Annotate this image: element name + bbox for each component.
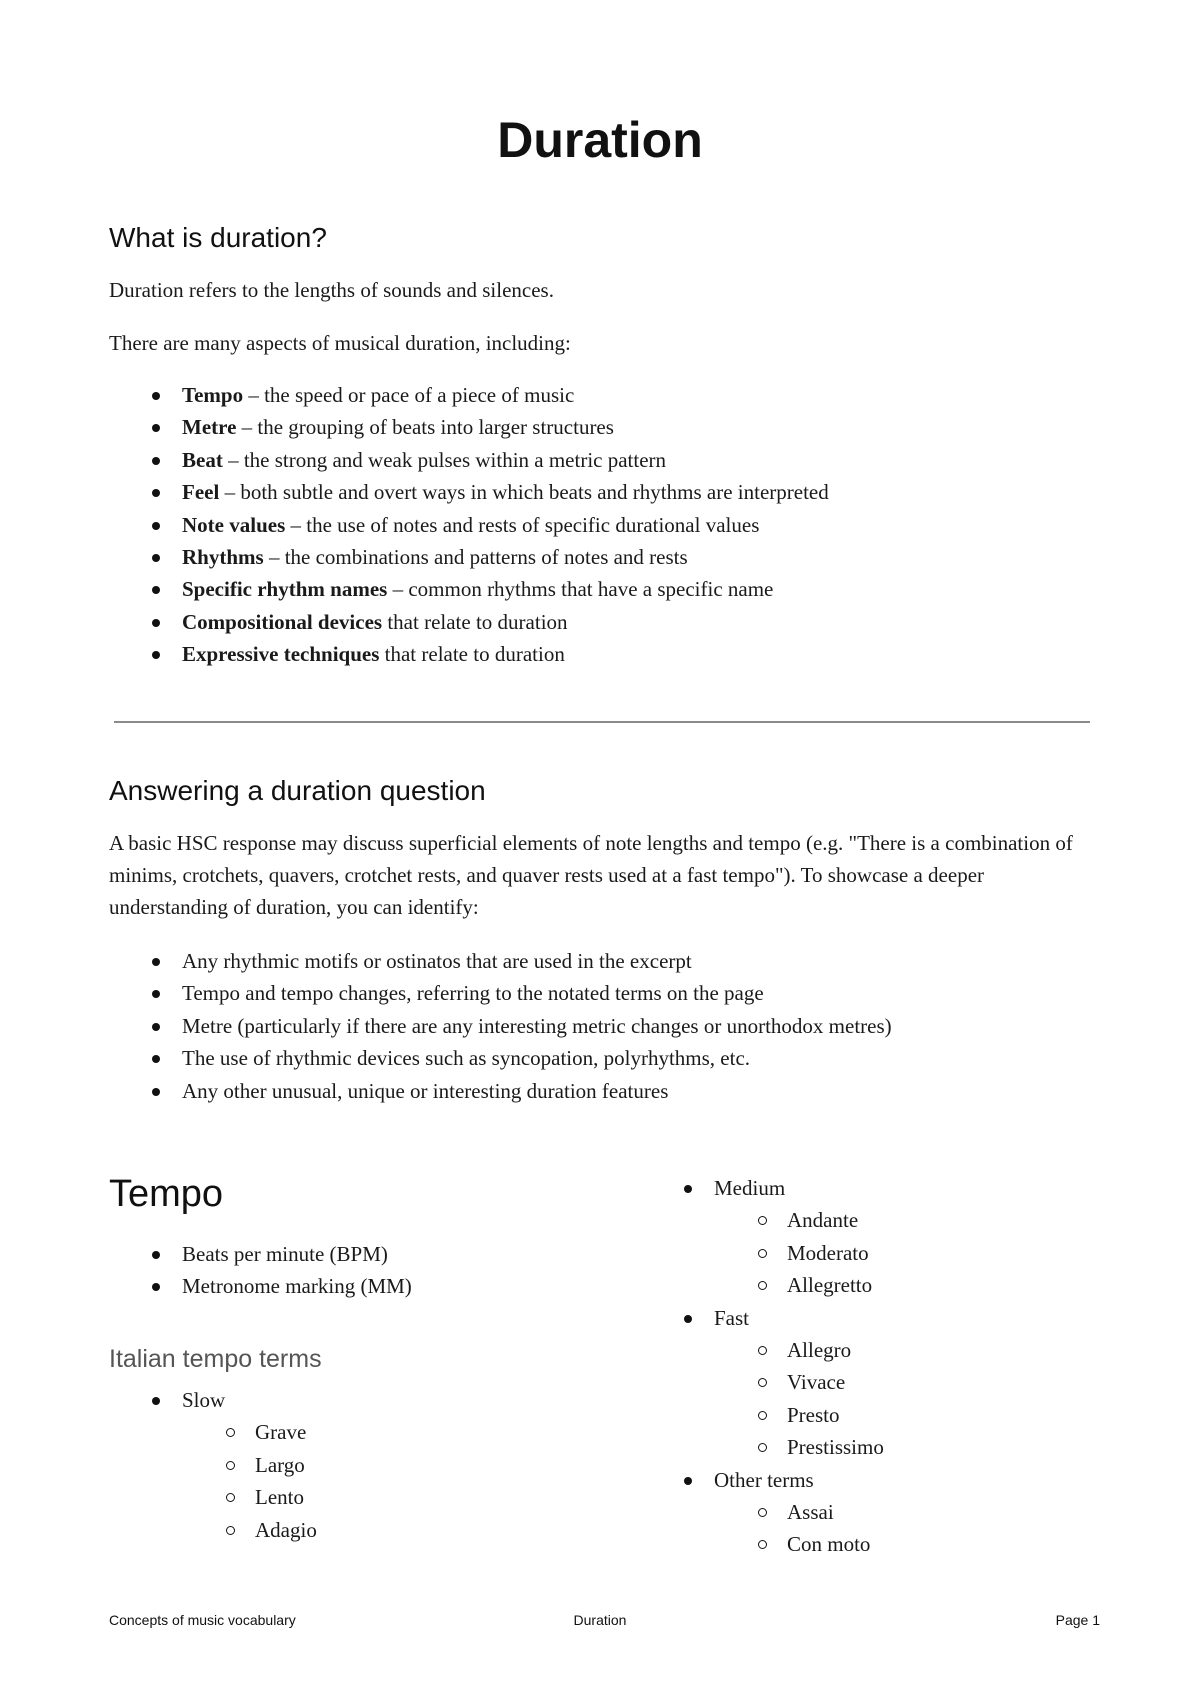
list-item-other (641, 1464, 884, 1561)
medium-sublist (714, 1204, 884, 1301)
sublist-item: Allegretto (714, 1269, 884, 1301)
sublist-item: Andante (714, 1204, 884, 1236)
fast-sublist (714, 1334, 884, 1464)
list-item-medium (641, 1172, 884, 1302)
list-item-desc: that relate to duration (379, 642, 565, 667)
footer-left: Concepts of music vocabulary (109, 1612, 296, 1628)
list-item (109, 509, 829, 541)
list-item: Metre (particularly if there are any interesting metric changes or unorthodox metres) (109, 1010, 892, 1042)
sublist-item: Allegro (714, 1334, 884, 1366)
list-item (109, 476, 829, 508)
list-item-desc: – the strong and weak pulses within a metric pattern (222, 447, 667, 472)
paragraph-answering: A basic HSC response may discuss superficial elements of note lengths and tempo (e.g. "There is a combination of minims, crotchets, quavers, crotchet rests, and quaver rests used at a fast tempo"). To showcase a deeper understanding of duration, you can identify: (109, 831, 1073, 919)
list-item: Metronome marking (MM) (109, 1270, 412, 1302)
list-item: Tempo and tempo changes, referring to the notated terms on the page (109, 977, 892, 1009)
sublist-item: Grave (182, 1416, 317, 1448)
section-heading-answering: Answering a duration question (109, 775, 486, 806)
page-title: Duration (497, 112, 703, 168)
sublist-item: Largo (182, 1449, 317, 1481)
category-label: Medium (714, 1176, 786, 1200)
medium-fast-other-list (641, 1172, 884, 1561)
footer-center: Duration (573, 1612, 627, 1628)
slow-terms-list (109, 1384, 317, 1546)
sublist-item: Lento (182, 1481, 317, 1513)
sublist-item: Adagio (182, 1514, 317, 1546)
section-heading-what-is-duration: What is duration? (109, 222, 327, 253)
list-item-term: Tempo (182, 383, 244, 407)
category-label: Slow (182, 1388, 226, 1412)
slow-sublist (182, 1416, 317, 1546)
list-item-desc: – common rhythms that have a specific name (387, 577, 774, 602)
list-item-desc: – the grouping of beats into larger structures (236, 415, 614, 440)
list-item (109, 573, 829, 605)
list-item-desc: – the use of notes and rests of specific durational values (285, 512, 760, 537)
list-item-desc: – the speed or pace of a piece of music (243, 383, 575, 407)
sublist-item: Moderato (714, 1237, 884, 1269)
list-item-term: Feel (182, 480, 220, 505)
list-item (109, 541, 829, 573)
sublist-item: Vivace (714, 1366, 884, 1398)
list-item-desc: – both subtle and overt ways in which beats and rhythms are interpreted (219, 480, 829, 505)
tempo-measures-list (109, 1238, 412, 1303)
list-item-desc: that relate to duration (382, 609, 568, 634)
list-item: Any rhythmic motifs or ostinatos that are used in the excerpt (109, 945, 892, 977)
list-item (109, 379, 829, 411)
identify-list (109, 945, 892, 1107)
list-item-term: Rhythms (182, 545, 264, 570)
horizontal-divider (114, 721, 1090, 723)
list-item-term: Metre (182, 415, 237, 440)
list-item-slow (109, 1384, 317, 1546)
list-item (109, 411, 829, 443)
category-label: Other terms (714, 1467, 814, 1492)
footer-page-number: Page 1 (1055, 1612, 1100, 1628)
list-item-term: Compositional devices (182, 609, 383, 634)
list-item (109, 606, 829, 638)
list-item-desc: – the combinations and patterns of notes and rests (263, 545, 688, 570)
list-item: The use of rhythmic devices such as syncopation, polyrhythms, etc. (109, 1042, 892, 1074)
category-label: Fast (714, 1305, 750, 1330)
other-sublist (714, 1496, 884, 1561)
paragraph-definition: Duration refers to the lengths of sounds and silences. (109, 278, 554, 302)
list-item: Beats per minute (BPM) (109, 1238, 412, 1270)
sublist-item: Assai (714, 1496, 884, 1528)
list-item-term: Beat (182, 447, 223, 472)
sublist-item: Con moto (714, 1528, 884, 1560)
list-item (109, 638, 829, 670)
paragraph-aspects-intro: There are many aspects of musical duration, including: (109, 331, 571, 355)
list-item: Any other unusual, unique or interesting duration features (109, 1075, 892, 1107)
aspects-list (109, 379, 829, 671)
list-item (109, 444, 829, 476)
sublist-item: Presto (714, 1399, 884, 1431)
list-item-fast (641, 1302, 884, 1464)
list-item-term: Note values (182, 512, 286, 537)
section-heading-tempo: Tempo (109, 1173, 224, 1215)
list-item-term: Specific rhythm names (182, 577, 388, 602)
sublist-item: Prestissimo (714, 1431, 884, 1463)
subheading-italian-tempo-terms: Italian tempo terms (109, 1345, 322, 1373)
list-item-term: Expressive techniques (182, 642, 380, 667)
